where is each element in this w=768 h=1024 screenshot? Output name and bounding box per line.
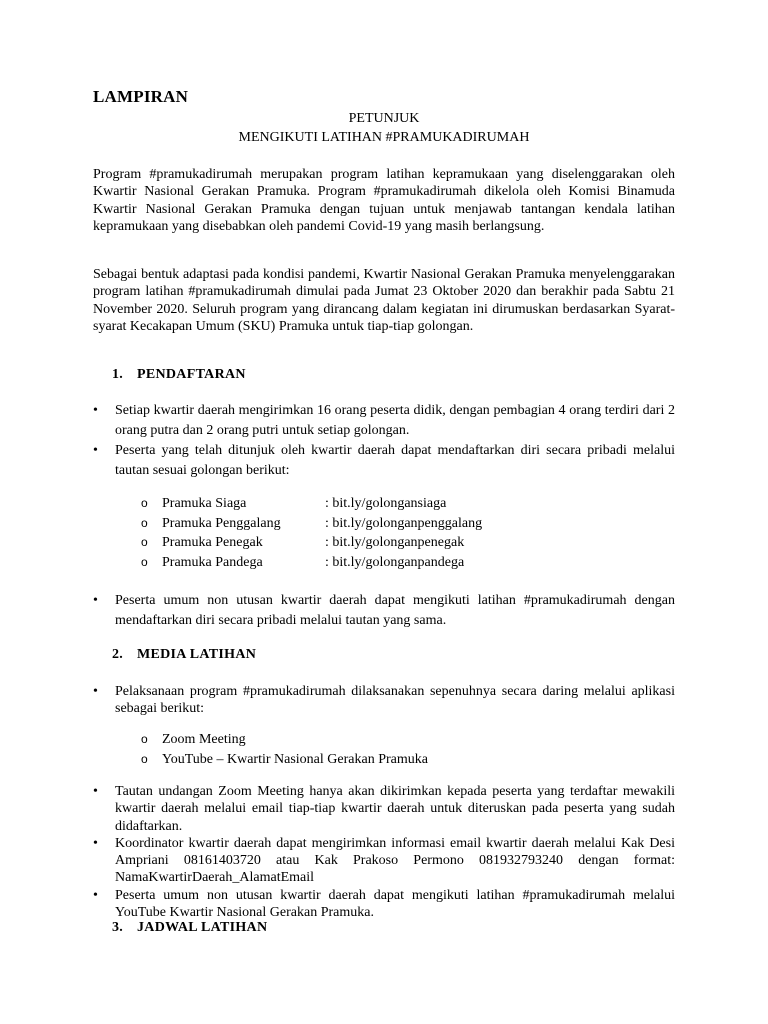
section-jadwal-heading	[112, 920, 267, 936]
link-name: Pramuka Penegak	[162, 535, 263, 550]
title-line-2: MENGIKUTI LATIHAN #PRAMUKADIRUMAH	[238, 130, 530, 145]
link-name: Pramuka Siaga	[162, 496, 247, 511]
title-line-1: PETUNJUK	[348, 111, 420, 126]
media-item-zoom: o Zoom Meeting	[162, 730, 428, 750]
section-title: PENDAFTARAN	[137, 367, 246, 382]
media-bullets	[115, 783, 675, 921]
list-item: • Peserta umum non utusan kwartir daerah dapat mengikuti latihan #pramukadirumah melalui YouTube Kwartir Nasional Gerakan Pramuka.	[115, 887, 675, 922]
list-item: • Tautan undangan Zoom Meeting hanya akan dikirimkan kepada peserta yang terdaftar mewakili kwartir daerah melalui email tiap-tiap kwartir daerah untuk diteruskan pada peserta yang sudah didaftarkan.	[115, 783, 675, 835]
section-title: JADWAL LATIHAN	[137, 920, 268, 935]
media-list	[162, 730, 428, 769]
list-item: • Koordinator kwartir daerah dapat mengirimkan informasi email kwartir daerah melalui Kak Desi Ampriani 08161403720 atau Kak Prakoso Permono 081932793240 dengan format: NamaKwartirDaerah_AlamatEmail	[115, 835, 675, 887]
link-row-penegak	[162, 533, 482, 553]
link-url[interactable]: : bit.ly/golonganpenggalang	[325, 515, 483, 531]
link-url[interactable]: : bit.ly/golonganpenegak	[325, 535, 465, 550]
list-item: • Pelaksanaan program #pramukadirumah dilaksanakan sepenuhnya secara daring melalui aplikasi sebagai berikut:	[115, 683, 675, 718]
list-item: • Setiap kwartir daerah mengirimkan 16 orang peserta didik, dengan pembagian 4 orang terdiri dari 2 orang putra dan 2 orang putri untuk setiap golongan.	[115, 401, 675, 441]
intro-paragraph: Program #pramukadirumah merupakan program latihan kepramukaan yang diselenggarakan oleh Kwartir Nasional Gerakan Pramuka. Program #pramukadirumah dikelola oleh Komisi Binamuda Kwartir Nasional Gerakan Pramuka dengan tujuan untuk menjawab tantangan kendala latihan kepramukaan yang disebabkan oleh pandemi Covid-19 yang masih berlangsung.	[93, 167, 675, 234]
link-url[interactable]: : bit.ly/golonganpandega	[325, 554, 465, 570]
link-url[interactable]: : bit.ly/golongansiaga	[325, 496, 447, 511]
link-row-pandega	[162, 553, 482, 573]
section-number: 2.	[112, 647, 124, 662]
list-item: • Peserta umum non utusan kwartir daerah dapat mengikuti latihan #pramukadirumah dengan mendaftarkan diri secara pribadi melalui tautan yang sama.	[115, 591, 675, 631]
registration-note	[115, 591, 675, 631]
link-name: Pramuka Pandega	[162, 554, 263, 570]
section-number: 3.	[112, 920, 124, 935]
section-number: 1.	[112, 367, 124, 382]
section-title: MEDIA LATIHAN	[137, 647, 257, 662]
section-media-heading	[112, 647, 256, 663]
media-intro	[115, 683, 675, 718]
list-item: • Peserta yang telah ditunjuk oleh kwartir daerah dapat mendaftarkan diri secara pribadi melalui tautan sesuai golongan berikut:	[115, 441, 675, 481]
link-row-siaga	[162, 494, 482, 514]
page-heading: LAMPIRAN	[93, 87, 189, 106]
registration-bullets	[115, 401, 675, 481]
media-item-youtube: o YouTube – Kwartir Nasional Gerakan Pramuka	[162, 750, 428, 770]
link-row-penggalang	[162, 514, 482, 534]
adaptation-paragraph: Sebagai bentuk adaptasi pada kondisi pandemi, Kwartir Nasional Gerakan Pramuka menyelenggarakan program latihan #pramukadirumah dimulai pada Jumat 23 Oktober 2020 dan berakhir pada Sabtu 21 November 2020. Seluruh program yang dirancang dalam kegiatan ini dirumuskan berdasarkan Syarat-syarat Kecakapan Umum (SKU) Pramuka untuk tiap-tiap golongan.	[93, 267, 675, 334]
link-name: Pramuka Penggalang	[162, 515, 281, 531]
section-pendaftaran-heading	[112, 367, 246, 383]
registration-links	[162, 494, 482, 572]
